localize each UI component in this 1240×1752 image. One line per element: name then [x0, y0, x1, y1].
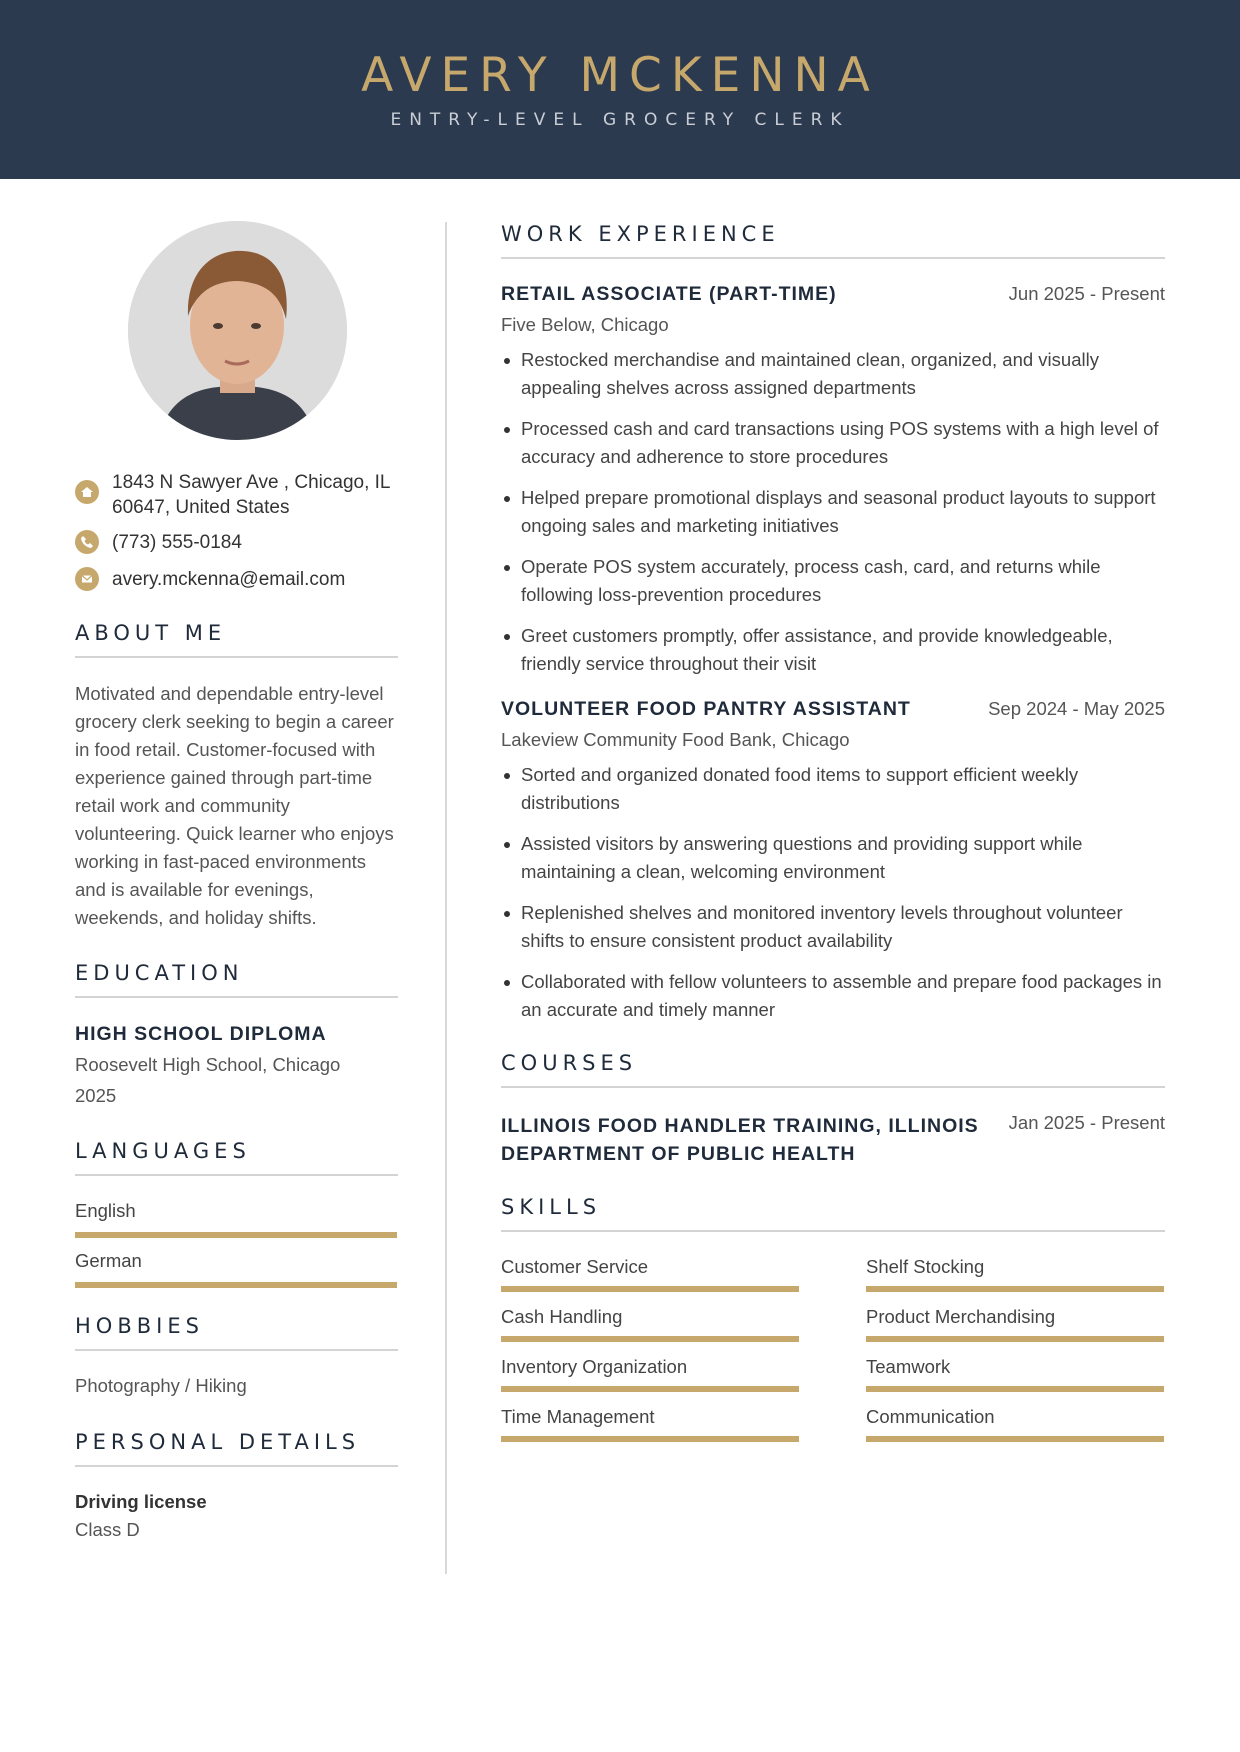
skill-level-bar	[866, 1436, 1164, 1442]
education-year: 2025	[75, 1085, 117, 1106]
contact-phone	[75, 530, 242, 555]
skill-level-bar	[866, 1336, 1164, 1342]
skill-label: Teamwork	[866, 1356, 951, 1377]
work-heading: WORK EXPERIENCE	[501, 222, 780, 246]
job-title: VOLUNTEER FOOD PANTRY ASSISTANT	[501, 698, 911, 720]
hobbies-rule	[75, 1349, 398, 1351]
language-item	[75, 1200, 397, 1238]
skill-level-bar	[501, 1386, 799, 1392]
skill-item	[866, 1356, 1164, 1392]
education-rule	[75, 996, 398, 998]
skill-item	[866, 1406, 1164, 1442]
skill-item	[501, 1306, 799, 1342]
skill-level-bar	[866, 1386, 1164, 1392]
education-school: Roosevelt High School, Chicago	[75, 1054, 341, 1075]
skill-label: Customer Service	[501, 1256, 649, 1277]
skill-item	[501, 1356, 799, 1392]
skill-label: Communication	[866, 1406, 995, 1427]
job-bullets	[501, 761, 1166, 1037]
contact-address	[75, 470, 390, 520]
address-line1: 1843 N Sawyer Ave , Chicago, IL	[112, 472, 391, 493]
job-bullet: Helped prepare promotional displays and seasonal product layouts to support ongoing sales and marketing initiatives	[501, 484, 1166, 540]
header-banner	[0, 0, 1240, 179]
courses-heading: COURSES	[501, 1051, 638, 1075]
home-icon	[75, 480, 99, 504]
skill-level-bar	[501, 1286, 799, 1292]
language-level-bar	[75, 1232, 397, 1238]
course-title	[501, 1112, 979, 1168]
skill-level-bar	[501, 1436, 799, 1442]
skill-label: Inventory Organization	[501, 1356, 688, 1377]
job-date: Sep 2024 - May 2025	[988, 698, 1165, 719]
job-bullet: Greet customers promptly, offer assistance, and provide knowledgeable, friendly service throughout their visit	[501, 622, 1166, 678]
skill-level-bar	[866, 1286, 1164, 1292]
about-text: Motivated and dependable entry-level grocery clerk seeking to begin a career in food retail. Customer-focused with experience gained through part-time retail work and community volunteering. Quick learner who enjoys working in fast-paced environments and is available for evenings, weekends, and holiday shifts.	[75, 683, 394, 928]
personal-label: Driving license	[75, 1491, 207, 1512]
job-bullet: Assisted visitors by answering questions and providing support while maintaining a clean, welcoming environment	[501, 830, 1166, 886]
skill-item	[501, 1256, 799, 1292]
candidate-name: AVERY MCKENNA	[361, 48, 879, 103]
language-label: English	[75, 1200, 136, 1221]
courses-rule	[501, 1086, 1165, 1088]
personal-value: Class D	[75, 1519, 140, 1540]
job-bullet: Replenished shelves and monitored inventory levels throughout volunteer shifts to ensure consistent product availability	[501, 899, 1166, 955]
language-label: German	[75, 1250, 142, 1271]
job-bullet: Processed cash and card transactions using POS systems with a high level of accuracy and adherence to store procedures	[501, 415, 1166, 471]
hobbies-heading: HOBBIES	[75, 1314, 204, 1338]
job-bullet: Collaborated with fellow volunteers to assemble and prepare food packages in an accurate and timely manner	[501, 968, 1166, 1024]
education-heading: EDUCATION	[75, 961, 244, 985]
personal-rule	[75, 1465, 398, 1467]
phone-icon	[75, 530, 99, 554]
language-item	[75, 1250, 397, 1288]
phone-text: (773) 555-0184	[112, 532, 242, 553]
education-degree: HIGH SCHOOL DIPLOMA	[75, 1023, 327, 1045]
email-text[interactable]: avery.mckenna@email.com	[112, 569, 346, 590]
skill-item	[501, 1406, 799, 1442]
address-line2: 60647, United States	[112, 497, 290, 518]
skill-item	[866, 1306, 1164, 1342]
job-bullet: Sorted and organized donated food items to support efficient weekly distributions	[501, 761, 1166, 817]
mail-icon	[75, 567, 99, 591]
job-bullets	[501, 346, 1166, 691]
course-title-line: ILLINOIS FOOD HANDLER TRAINING, ILLINOIS	[501, 1115, 979, 1137]
skill-label: Shelf Stocking	[866, 1256, 985, 1277]
course-date: Jan 2025 - Present	[1008, 1112, 1165, 1133]
about-rule	[75, 656, 398, 658]
course-title-line: DEPARTMENT OF PUBLIC HEALTH	[501, 1143, 856, 1165]
job-organization: Five Below, Chicago	[501, 314, 669, 335]
skill-item	[866, 1256, 1164, 1292]
languages-rule	[75, 1174, 398, 1176]
languages-heading: LANGUAGES	[75, 1139, 251, 1163]
skill-label: Time Management	[501, 1406, 655, 1427]
job-title: RETAIL ASSOCIATE (PART-TIME)	[501, 283, 837, 305]
skills-rule	[501, 1230, 1165, 1232]
language-level-bar	[75, 1282, 397, 1288]
skill-level-bar	[501, 1336, 799, 1342]
about-heading: ABOUT ME	[75, 621, 227, 645]
contact-email	[75, 567, 345, 592]
hobbies-text: Photography / Hiking	[75, 1375, 247, 1396]
profile-photo	[128, 221, 347, 440]
skill-label: Cash Handling	[501, 1306, 623, 1327]
skills-heading: SKILLS	[501, 1195, 602, 1219]
work-rule	[501, 257, 1165, 259]
job-organization: Lakeview Community Food Bank, Chicago	[501, 729, 850, 750]
job-bullet: Operate POS system accurately, process cash, card, and returns while following loss-prevention procedures	[501, 553, 1166, 609]
skill-label: Product Merchandising	[866, 1306, 1056, 1327]
job-date: Jun 2025 - Present	[1008, 283, 1165, 304]
column-divider	[445, 222, 447, 1574]
job-bullet: Restocked merchandise and maintained clean, organized, and visually appealing shelves across assigned departments	[501, 346, 1166, 402]
personal-heading: PERSONAL DETAILS	[75, 1430, 361, 1454]
candidate-title: ENTRY-LEVEL GROCERY CLERK	[390, 110, 850, 130]
